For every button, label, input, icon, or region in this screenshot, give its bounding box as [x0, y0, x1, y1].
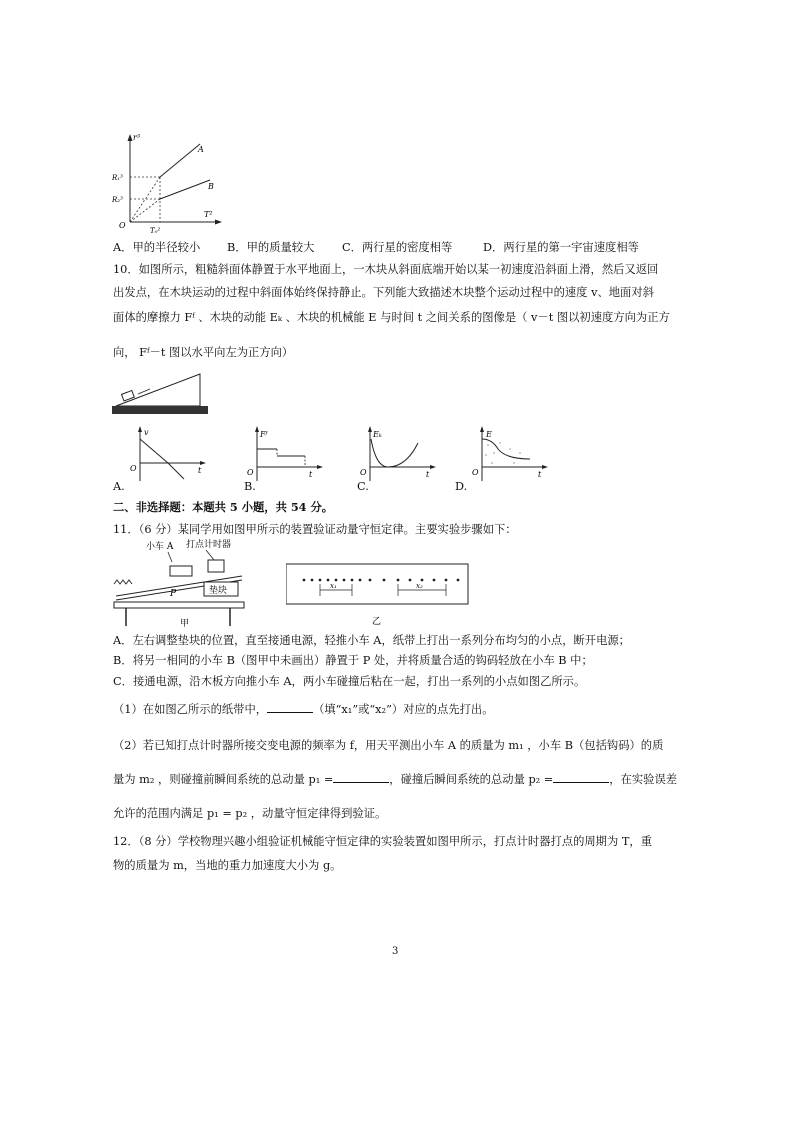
q10-line2: 出发点，在木块运动的过程中斜面体始终保持静止。下列能大致描述木块整个运动过程中的速度 v、地面对斜 — [113, 286, 654, 299]
q11-sub1-blank[interactable] — [267, 702, 313, 713]
tick-y2: R₂³ — [112, 196, 123, 204]
graph-a-axis: v — [144, 428, 149, 437]
q11-figure-yi — [286, 560, 472, 628]
axis-x-label: T² — [204, 210, 213, 219]
fig-cart-label: 小车 A — [146, 542, 174, 552]
q11-sub2-line3: 允许的范围内满足 p₁ = p₂ ，动量守恒定律得到验证。 — [113, 807, 387, 820]
q12-line1: 12．（8 分）学校物理兴趣小组验证机械能守恒定律的实验装置如图甲所示，打点计时器打点的周期为 T，重 — [113, 835, 652, 848]
q10-graph-c — [358, 425, 438, 485]
graph-c-t: t — [426, 470, 430, 479]
graph-c-axis: Eₖ — [373, 430, 382, 439]
q11-figure-jia — [110, 538, 250, 628]
q9-choice-b: B．甲的质量较大 — [227, 241, 315, 254]
q11-sub2-part-b: ，碰撞后瞬间系统的总动量 p₂ = — [389, 773, 554, 786]
q11-sub2-part-c: ，在实验误差 — [609, 773, 678, 786]
tick-y1: R₁³ — [112, 174, 123, 182]
q10-label-a: A. — [113, 480, 125, 493]
q11-sub2-part-a: 量为 m₂ ，则碰撞前瞬间系统的总动量 p₁ = — [113, 773, 334, 786]
q9-choice-a: A．甲的半径较小 — [113, 241, 201, 254]
graph-c-origin: O — [360, 468, 367, 477]
q10-graph-b — [245, 425, 325, 485]
q10-line3: 面体的摩擦力 Fᶠ 、木块的动能 Eₖ 、木块的机械能 E 与时间 t 之间关系的图像是（ v－t 图以初速度方向为正方 — [113, 311, 670, 324]
q10-label-c: C. — [357, 480, 369, 493]
q10-graph-d — [470, 425, 550, 485]
fig-jia-label: 甲 — [180, 619, 190, 628]
page-number: 3 — [392, 946, 399, 957]
line-a-label: A — [198, 145, 204, 154]
q11-sub2-line2 — [113, 772, 677, 787]
graph-b-axis: Fᶠ — [260, 430, 268, 439]
q10-line1: 10．如图所示，粗糙斜面体静置于水平地面上，一木块从斜面底端开始以某一初速度沿斜面上滑，然后又返回 — [113, 263, 659, 276]
q10-line4: 向， Fᶠ－t 图以水平向左为正方向） — [113, 346, 294, 359]
q9-choice-c: C．两行星的密度相等 — [342, 241, 453, 254]
fig-yi-label: 乙 — [372, 617, 382, 627]
graph-a-t: t — [198, 466, 202, 475]
q10-label-d: D. — [455, 480, 468, 493]
origin-label: O — [119, 221, 126, 230]
q11-p1-blank[interactable] — [333, 772, 389, 783]
q11-sub1-prefix: （1）在如图乙所示的纸带中， — [113, 703, 268, 716]
axis-y-label: r³ — [133, 133, 141, 142]
incline-figure — [112, 370, 208, 416]
q10-graph-a — [128, 425, 208, 485]
kepler-graph — [112, 130, 224, 238]
graph-d-axis: E — [486, 430, 492, 439]
q11-sub2-line1: （2）若已知打点计时器所接交变电源的频率为 f，用天平测出小车 A 的质量为 m₁ ，小车 B（包括钩码）的质 — [113, 739, 664, 752]
graph-b-origin: O — [247, 468, 254, 477]
q11-sub1-suffix: （填“x₁”或“x₂”）对应的点先打出。 — [313, 703, 494, 716]
fig-timer-label: 打点计时器 — [186, 540, 232, 550]
q9-choice-d: D．两行星的第一宇宙速度相等 — [483, 241, 639, 254]
q10-label-b: B. — [244, 480, 256, 493]
graph-d-t: t — [538, 470, 542, 479]
tick-x: T₀² — [150, 227, 161, 235]
q11-p2-blank[interactable] — [553, 772, 609, 783]
fig-block-label: 垫块 — [209, 586, 228, 596]
section2-heading: 二、非选择题：本题共 5 小题，共 54 分。 — [113, 500, 334, 514]
graph-b-t: t — [309, 470, 313, 479]
q11-intro: 11．（6 分）某同学用如图甲所示的装置验证动量守恒定律。主要实验步骤如下： — [113, 523, 517, 536]
q11-step-b: B．将另一相同的小车 B（图甲中未画出）静置于 P 处，并将质量合适的钩码轻放在小车 B 中； — [113, 654, 593, 667]
fig-x1-label: x₁ — [330, 582, 337, 590]
fig-x2-label: x₂ — [416, 582, 423, 590]
line-b-label: B — [208, 182, 214, 191]
q11-sub1 — [113, 702, 494, 717]
q11-step-c: C．接通电源，沿木板方向推小车 A，两小车碰撞后粘在一起，打出一系列的小点如图乙所示。 — [113, 675, 586, 688]
fig-p-label: P — [170, 589, 177, 599]
q12-line2: 物的质量为 m，当地的重力加速度大小为 g。 — [113, 859, 342, 872]
graph-a-origin: O — [130, 464, 137, 473]
q11-step-a: A．左右调整垫块的位置，直至接通电源，轻推小车 A，纸带上打出一系列分布均匀的小点，断开电源； — [113, 634, 630, 647]
graph-d-origin: O — [472, 468, 479, 477]
